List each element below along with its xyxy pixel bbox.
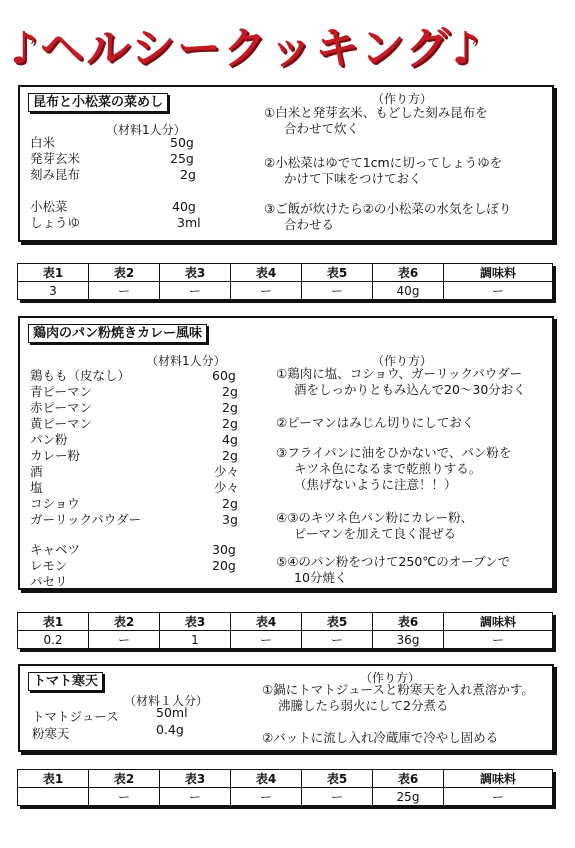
page-title: ♪ヘルシークッキング♪ <box>10 23 482 74</box>
nutrition-value: ー <box>444 788 553 806</box>
ingredient-name: 酒 <box>30 464 43 479</box>
ingredient-name: しょうゆ <box>30 215 81 230</box>
step-line: 合わせて炊く <box>284 121 360 136</box>
ingredient-amount: 20g <box>212 558 236 573</box>
steps-heading: （作り方） <box>372 354 433 368</box>
ingredient-amount: 3ml <box>177 215 201 230</box>
ingredient-amount: 50ml <box>156 705 188 720</box>
ingredient-amount: 30g <box>212 542 236 557</box>
step <box>276 366 526 398</box>
ingredient-amount: 2g <box>222 416 238 431</box>
nutrition-header: 表6 <box>373 264 444 282</box>
step-line: ①鍋にトマトジュースと粉寒天を入れ煮溶かす。 <box>262 682 534 697</box>
nutrition-header: 表1 <box>18 613 89 631</box>
nutrition-header: 表5 <box>302 264 373 282</box>
ingredient-name: コショウ <box>30 496 80 511</box>
step <box>262 682 534 714</box>
ingredient-name: キャベツ <box>30 542 81 557</box>
nutrition-header-row <box>18 770 553 788</box>
ingredient-name: 白米 <box>30 135 56 150</box>
step <box>264 105 488 137</box>
nutrition-value-row <box>18 631 553 649</box>
recipe-title: 鶏肉のパン粉焼きカレー風味 <box>28 324 207 343</box>
nutrition-header: 表4 <box>231 264 302 282</box>
nutrition-value: ー <box>231 631 302 649</box>
step <box>264 201 511 233</box>
step-line: 酒をしっかりともみ込んで20～30分おく <box>294 382 526 397</box>
step-line: ③ご飯が炊けたら②の小松菜の水気をしぼり <box>264 201 512 216</box>
nutrition-header: 表4 <box>231 613 302 631</box>
step-line: ②小松菜はゆでて1cmに切ってしょうゆを <box>264 155 503 170</box>
ingredient-amount: 2g <box>222 496 238 511</box>
nutrition-value: ー <box>444 282 553 300</box>
nutrition-value: 40g <box>373 282 444 300</box>
ingredient-amount: 2g <box>222 448 238 463</box>
recipe-title: 昆布と小松菜の菜めし <box>28 93 168 112</box>
ingredient-name: トマトジュース <box>32 709 119 724</box>
nutrition-value: ー <box>160 282 231 300</box>
nutrition-value: ー <box>302 282 373 300</box>
ingredients-heading: （材料1人分） <box>146 354 226 368</box>
ingredient-name: カレー粉 <box>30 448 81 463</box>
step-line: ④③のキツネ色パン粉にカレー粉、 <box>276 510 474 525</box>
ingredient-name: 刻み昆布 <box>30 167 81 182</box>
nutrition-header: 表6 <box>373 770 444 788</box>
nutrition-header: 表2 <box>89 264 160 282</box>
step <box>276 415 474 431</box>
nutrition-value-row <box>18 282 553 300</box>
nutrition-value: 3 <box>18 282 89 300</box>
nutrition-value-row <box>18 788 553 806</box>
nutrition-header: 表3 <box>160 613 231 631</box>
nutrition-header: 調味料 <box>444 613 553 631</box>
ingredient-name: 小松菜 <box>30 199 68 214</box>
step-line: 合わせる <box>284 217 335 232</box>
nutrition-value: ー <box>302 631 373 649</box>
ingredient-name: 粉寒天 <box>32 726 70 741</box>
recipe-card-3 <box>18 664 554 752</box>
ingredient-amount: 3g <box>222 512 238 527</box>
nutrition-value: ー <box>231 788 302 806</box>
nutrition-value <box>18 788 89 806</box>
ingredient-amount: 2g <box>222 384 238 399</box>
nutrition-value: 0.2 <box>18 631 89 649</box>
step-line: ③フライパンに油をひかないで、パン粉を <box>276 445 512 460</box>
step <box>276 554 510 586</box>
step-line: ②バットに流し入れ冷蔵庫で冷やし固める <box>262 730 499 745</box>
steps-heading: （作り方） <box>360 671 421 685</box>
step <box>262 730 498 746</box>
step-line: ①鶏肉に塩、コショウ、ガーリックパウダー <box>276 366 523 381</box>
step <box>276 510 473 542</box>
recipe-card-1 <box>18 85 554 242</box>
step-line: 10分焼く <box>294 570 348 585</box>
nutrition-header: 表2 <box>89 770 160 788</box>
nutrition-header: 表1 <box>18 770 89 788</box>
ingredient-name: 青ピーマン <box>30 384 93 399</box>
ingredients-heading: （材料1人分） <box>106 123 186 137</box>
step-line: ピーマンを加えて良く混ぜる <box>294 526 457 541</box>
step-line: キツネ色になるまで乾煎りする。 <box>294 461 482 476</box>
nutrition-header: 表6 <box>373 613 444 631</box>
ingredient-amount: 0.4g <box>156 722 184 737</box>
nutrition-value: 1 <box>160 631 231 649</box>
step-line: ⑤④のパン粉をつけて250℃のオーブンで <box>276 554 511 569</box>
nutrition-value: ー <box>444 631 553 649</box>
nutrition-value: 36g <box>373 631 444 649</box>
ingredient-amount: 少々 <box>214 480 240 495</box>
nutrition-header-row <box>18 264 553 282</box>
step-line: かけて下味をつけておく <box>284 171 422 186</box>
ingredient-amount: 40g <box>172 199 196 214</box>
nutrition-value: ー <box>89 788 160 806</box>
nutrition-table <box>17 612 553 649</box>
nutrition-value: 25g <box>373 788 444 806</box>
ingredients-heading: （材料１人分） <box>124 694 209 708</box>
recipe-title: トマト寒天 <box>28 672 103 691</box>
nutrition-value: ー <box>89 282 160 300</box>
ingredient-amount: 2g <box>222 400 238 415</box>
ingredient-name: パン粉 <box>30 432 68 447</box>
ingredient-name: 黄ピーマン <box>30 416 93 431</box>
ingredient-amount: 4g <box>222 432 238 447</box>
nutrition-value: ー <box>302 788 373 806</box>
nutrition-header: 表4 <box>231 770 302 788</box>
ingredient-name: 発芽玄米 <box>30 151 81 166</box>
ingredient-name: 鶏もも（皮なし） <box>30 368 131 383</box>
nutrition-header: 表2 <box>89 613 160 631</box>
ingredient-name: 赤ピーマン <box>30 400 93 415</box>
step-line: ①白米と発芽玄米、もどした刻み昆布を <box>264 105 488 120</box>
ingredient-name: ガーリックパウダー <box>30 512 142 527</box>
ingredient-name: 塩 <box>30 480 43 495</box>
ingredient-name: レモン <box>30 558 68 573</box>
step-line: ②ピーマンはみじん切りにしておく <box>276 415 475 430</box>
nutrition-header: 表5 <box>302 613 373 631</box>
nutrition-header: 表5 <box>302 770 373 788</box>
nutrition-value: ー <box>231 282 302 300</box>
step <box>264 155 502 187</box>
step-line: 沸騰したら弱火にして2分煮る <box>278 698 449 713</box>
ingredient-amount: 50g <box>170 135 194 150</box>
step <box>276 445 511 493</box>
recipe-card-2 <box>18 316 554 590</box>
ingredient-amount: 少々 <box>214 464 240 479</box>
nutrition-header: 調味料 <box>444 770 553 788</box>
steps-heading: （作り方） <box>372 92 433 106</box>
nutrition-table <box>17 263 553 300</box>
nutrition-header: 表3 <box>160 264 231 282</box>
nutrition-table <box>17 769 553 806</box>
ingredient-name: パセリ <box>30 574 68 589</box>
step-line: （焦げないように注意！！） <box>294 477 457 492</box>
nutrition-header-row <box>18 613 553 631</box>
ingredient-amount: 2g <box>180 167 196 182</box>
nutrition-header: 調味料 <box>444 264 553 282</box>
ingredient-amount: 60g <box>212 368 236 383</box>
nutrition-header: 表1 <box>18 264 89 282</box>
ingredient-amount: 25g <box>170 151 194 166</box>
nutrition-value: ー <box>89 631 160 649</box>
nutrition-header: 表3 <box>160 770 231 788</box>
nutrition-value: ー <box>160 788 231 806</box>
